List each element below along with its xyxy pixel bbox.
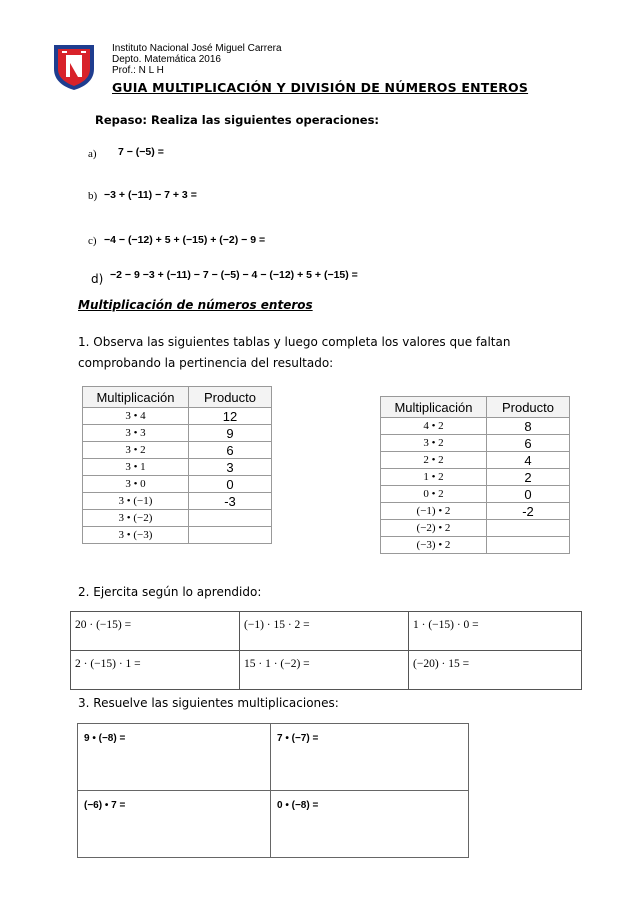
table-cell: 4 (487, 452, 570, 469)
table-row (381, 520, 570, 537)
table-cell: 3 • 0 (83, 476, 189, 493)
table-cell: 3 • 2 (381, 435, 487, 452)
table-header: Multiplicación (83, 387, 189, 408)
answer-cell[interactable] (487, 520, 570, 537)
table-row (381, 469, 570, 486)
table-cell: (−3) • 2 (381, 537, 487, 554)
table-row (83, 510, 272, 527)
table-row (381, 537, 570, 554)
table-row (381, 418, 570, 435)
exercise-2-table (70, 611, 582, 690)
table-cell: -2 (487, 503, 570, 520)
item-c-expression: −4 − (−12) + 5 + (−15) + (−2) − 9 = (104, 234, 266, 246)
page-title: GUIA MULTIPLICACIÓN Y DIVISIÓN DE NÚMEROS ENTEROS (112, 80, 529, 95)
table-cell: (−1) • 2 (381, 503, 487, 520)
exercise-cell[interactable]: 2 · (−15) · 1 = (71, 651, 240, 690)
item-b-letter: b) (88, 190, 98, 202)
table-cell: 12 (189, 408, 272, 425)
table-cell: 3 • 3 (83, 425, 189, 442)
exercise-cell[interactable]: (−6) • 7 = (78, 791, 271, 858)
exercise-cell[interactable]: 7 • (−7) = (271, 724, 469, 791)
table-cell: 9 (189, 425, 272, 442)
table-row (381, 452, 570, 469)
table-cell: 0 • 2 (381, 486, 487, 503)
answer-cell[interactable] (189, 510, 272, 527)
exercise-cell[interactable]: 0 • (−8) = (271, 791, 469, 858)
table-cell: 4 • 2 (381, 418, 487, 435)
multiplication-table-right (380, 396, 570, 554)
exercise-cell[interactable]: 15 · 1 · (−2) = (240, 651, 409, 690)
table-row (83, 527, 272, 544)
table-header: Multiplicación (381, 397, 487, 418)
item-d-expression: −2 − 9 −3 + (−11) − 7 − (−5) − 4 − (−12) + 5 + (−15) = (110, 269, 358, 281)
table-row (78, 724, 469, 791)
table-cell: 3 • (−1) (83, 493, 189, 510)
table-row (83, 442, 272, 459)
exercise-cell[interactable]: 9 • (−8) = (78, 724, 271, 791)
table-cell: 0 (189, 476, 272, 493)
table-row (83, 425, 272, 442)
table-row (83, 476, 272, 493)
table-header: Producto (487, 397, 570, 418)
section-title: Multiplicación de números enteros (78, 298, 313, 312)
table-row (381, 503, 570, 520)
table-row (71, 651, 582, 690)
table-cell: 2 (487, 469, 570, 486)
table-cell: 3 • 1 (83, 459, 189, 476)
institution-name: Instituto Nacional José Miguel Carrera (112, 43, 282, 54)
item-c-letter: c) (88, 235, 97, 247)
table-cell: 3 • 2 (83, 442, 189, 459)
table-cell: 6 (487, 435, 570, 452)
table-row (83, 408, 272, 425)
item-b-expression: −3 + (−11) − 7 + 3 = (104, 189, 197, 201)
table-cell: 2 • 2 (381, 452, 487, 469)
exercise-2-title: 2. Ejercita según lo aprendido: (78, 585, 262, 599)
item-a-letter: a) (88, 148, 97, 160)
exercise-cell[interactable]: (−20) · 15 = (409, 651, 582, 690)
table-row (78, 791, 469, 858)
table-row (83, 459, 272, 476)
table-row (381, 435, 570, 452)
exercise-cell[interactable]: 1 · (−15) · 0 = (409, 612, 582, 651)
instruction-1b: comprobando la pertinencia del resultado: (78, 356, 334, 370)
table-header: Producto (189, 387, 272, 408)
answer-cell[interactable] (189, 527, 272, 544)
table-row (381, 486, 570, 503)
table-cell: 3 (189, 459, 272, 476)
exercise-3-table (77, 723, 469, 858)
table-row (83, 493, 272, 510)
table-cell: 3 • (−2) (83, 510, 189, 527)
multiplication-table-left (82, 386, 272, 544)
item-a-expression: 7 − (−5) = (118, 146, 164, 158)
table-cell: 0 (487, 486, 570, 503)
table-cell: -3 (189, 493, 272, 510)
repaso-label: Repaso: Realiza las siguientes operaciones: (95, 113, 380, 127)
exercise-3-title: 3. Resuelve las siguientes multiplicaciones: (78, 696, 339, 710)
exercise-cell[interactable]: (−1) · 15 · 2 = (240, 612, 409, 651)
table-cell: 6 (189, 442, 272, 459)
table-cell: 8 (487, 418, 570, 435)
table-cell: 1 • 2 (381, 469, 487, 486)
item-d-letter: d) (91, 272, 104, 286)
school-crest-icon (49, 41, 99, 91)
exercise-cell[interactable]: 20 · (−15) = (71, 612, 240, 651)
answer-cell[interactable] (487, 537, 570, 554)
teacher-name: Prof.: N L H (112, 65, 164, 76)
table-cell: 3 • 4 (83, 408, 189, 425)
table-cell: 3 • (−3) (83, 527, 189, 544)
instruction-1: 1. Observa las siguientes tablas y luego completa los valores que faltan (78, 335, 511, 349)
table-cell: (−2) • 2 (381, 520, 487, 537)
table-row (71, 612, 582, 651)
department-name: Depto. Matemática 2016 (112, 54, 221, 65)
